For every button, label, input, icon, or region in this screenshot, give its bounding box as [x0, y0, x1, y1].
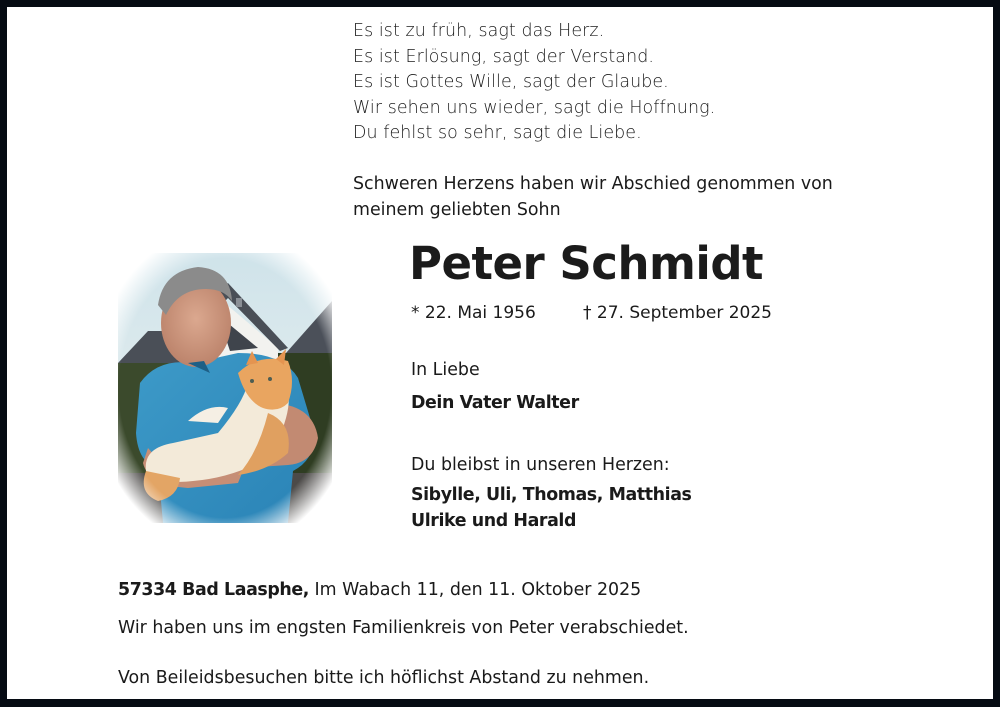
- remain-label: Du bleibst in unseren Herzen:: [411, 455, 670, 475]
- poem-line: Es ist Gottes Wille, sagt der Glaube.: [353, 72, 669, 92]
- intro-text: [353, 172, 833, 223]
- poem-line: Es ist Erlösung, sagt der Verstand.: [353, 46, 654, 67]
- mourner-names-line: Ulrike und Harald: [411, 510, 577, 531]
- intro-line: meinem geliebten Sohn: [353, 199, 561, 220]
- mourner-names-line: Sibylle, Uli, Thomas, Matthias: [411, 485, 692, 505]
- poem: [353, 19, 715, 147]
- location-city: 57334 Bad Laasphe,: [118, 580, 309, 600]
- poem-line: Du fehlst so sehr, sagt die Liebe.: [353, 123, 642, 143]
- birth-date: * 22. Mai 1956: [411, 303, 536, 323]
- location-date: [118, 580, 641, 600]
- farewell-note: Wir haben uns im engsten Familienkreis von Peter verabschiedet.: [118, 618, 689, 638]
- father-signature: Dein Vater Walter: [411, 393, 579, 413]
- in-love-label: In Liebe: [411, 360, 480, 380]
- poem-line: Es ist zu früh, sagt das Herz.: [353, 21, 605, 41]
- obituary-notice: [7, 7, 993, 699]
- condolence-note: Von Beileidsbesuchen bitte ich höflichst Abstand zu nehmen.: [118, 668, 650, 688]
- location-address-date: Im Wabach 11, den 11. Oktober 2025: [308, 580, 642, 600]
- intro-line: Schweren Herzens haben wir Abschied genommen von: [353, 174, 833, 194]
- poem-line: Wir sehen uns wieder, sagt die Hoffnung.: [353, 97, 716, 118]
- mourner-names: [411, 483, 692, 534]
- death-date: † 27. September 2025: [583, 303, 772, 323]
- deceased-name: Peter Schmidt: [409, 237, 764, 290]
- portrait-photo: [118, 253, 332, 523]
